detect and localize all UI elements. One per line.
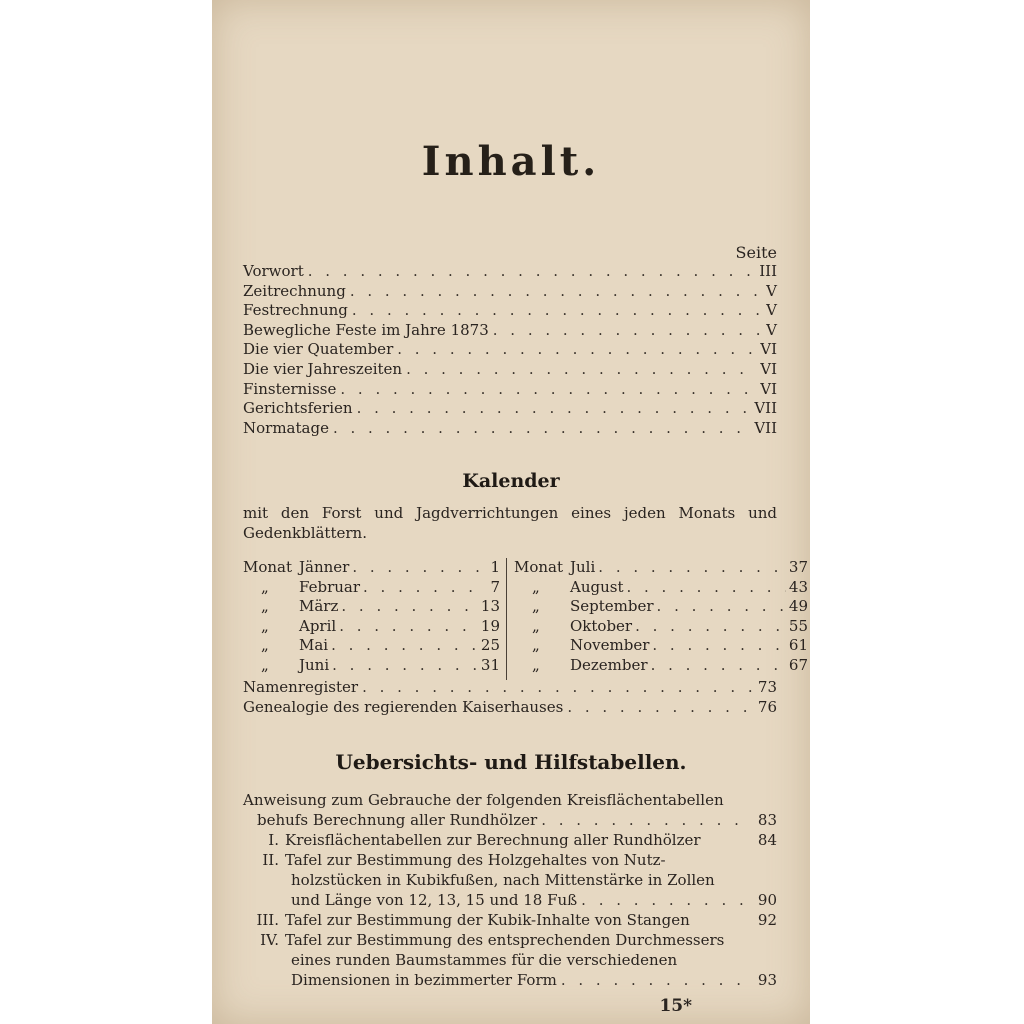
- item-number: II.: [262, 851, 279, 869]
- month-label: Oktober: [570, 616, 633, 635]
- toc-label: Normatage: [243, 418, 329, 437]
- item-number: IV.: [260, 931, 279, 949]
- seite-column-header: Seite: [735, 243, 777, 262]
- month-row: [243, 597, 500, 617]
- leader-dots: [352, 301, 762, 319]
- leader-dots: [406, 360, 756, 378]
- item-text: holzstücken in Kubikfußen, nach Mittenstärke in Zollen: [291, 871, 715, 889]
- months-left-column: [243, 558, 500, 676]
- month-prefix: „: [532, 616, 540, 635]
- month-row: [243, 656, 500, 676]
- register-list: [243, 678, 777, 717]
- toc-row: [243, 698, 777, 718]
- intro-page: 83: [757, 811, 777, 829]
- intro-line: [243, 790, 777, 810]
- kalender-heading: Kalender: [462, 470, 560, 492]
- month-prefix: „: [532, 577, 540, 596]
- leader-dots: [493, 321, 762, 339]
- month-label: April: [299, 616, 337, 635]
- genealogie-label: Genealogie des regierenden Kaiserhauses: [243, 697, 564, 716]
- uebersicht-heading: Uebersichts- und Hilfstabellen.: [335, 750, 687, 774]
- toc-row: [243, 301, 777, 321]
- month-label: Dezember: [570, 655, 648, 674]
- month-row: [243, 636, 500, 656]
- toc-page: V: [766, 281, 777, 300]
- month-label: Februar: [299, 577, 361, 596]
- month-prefix: Monat: [514, 558, 564, 576]
- namenregister-page: 73: [757, 678, 777, 696]
- month-row: [243, 617, 500, 637]
- month-prefix: „: [532, 655, 540, 674]
- month-row: [243, 558, 500, 578]
- month-prefix: „: [261, 577, 269, 596]
- leader-dots: [332, 656, 478, 674]
- toc-page: VII: [754, 399, 777, 418]
- toc-row: [243, 321, 777, 341]
- leader-dots: [541, 810, 745, 830]
- toc-row: [243, 262, 777, 282]
- table-item-continued: [243, 870, 777, 890]
- item-text: eines runden Baumstammes für die verschiedenen: [291, 951, 678, 969]
- table-item: [243, 930, 777, 950]
- month-page: 61: [788, 636, 808, 655]
- month-row: [243, 578, 500, 598]
- table-item-continued: [243, 970, 777, 990]
- leader-dots: [362, 678, 754, 696]
- intro-line: [243, 810, 777, 830]
- month-row: [514, 578, 808, 598]
- toc-page: V: [766, 301, 777, 320]
- leader-dots: [567, 698, 754, 716]
- month-prefix: „: [532, 636, 540, 655]
- month-prefix: „: [261, 616, 269, 635]
- leader-dots: [339, 617, 478, 635]
- toc-label: Bewegliche Feste im Jahre 1873: [243, 320, 489, 339]
- toc-page: V: [766, 320, 777, 339]
- month-label: November: [570, 636, 650, 655]
- leader-dots: [657, 597, 786, 615]
- table-item: [243, 850, 777, 870]
- leader-dots: [333, 419, 750, 437]
- months-right-column: [514, 558, 808, 676]
- item-text: und Länge von 12, 13, 15 und 18 Fuß: [291, 891, 578, 909]
- toc-row: [243, 678, 777, 698]
- leader-dots: [352, 558, 487, 576]
- leader-dots: [308, 262, 755, 280]
- month-prefix: „: [261, 636, 269, 655]
- month-label: Juni: [299, 655, 330, 674]
- item-number: III.: [256, 911, 279, 929]
- toc-label: Zeitrechnung: [243, 281, 346, 300]
- month-page: 55: [788, 616, 808, 635]
- toc-label: Finsternisse: [243, 379, 337, 398]
- month-page: 1: [490, 558, 500, 576]
- toc-row: [243, 282, 777, 302]
- page-title: Inhalt.: [421, 138, 601, 185]
- table-item-continued: [243, 890, 777, 910]
- leader-dots: [626, 578, 785, 596]
- toc-page: VI: [760, 340, 777, 359]
- item-text: Tafel zur Bestimmung des entsprechenden Durchmessers: [285, 931, 725, 949]
- month-label: Juli: [570, 558, 596, 576]
- book-page: [212, 0, 810, 1024]
- month-label: Mai: [299, 636, 329, 655]
- kalender-subtitle: mit den Forst und Jagdverrichtungen eines jeden Monats und Gedenkblättern.: [243, 504, 777, 542]
- uebersicht-list: [243, 790, 777, 990]
- month-page: 49: [788, 597, 808, 616]
- toc-label: Die vier Quatember: [243, 340, 394, 359]
- month-page: 37: [788, 558, 808, 576]
- item-page: 90: [757, 891, 777, 909]
- month-page: 31: [480, 655, 500, 674]
- month-row: [514, 617, 808, 637]
- leader-dots: [350, 282, 762, 300]
- leader-dots: [651, 656, 786, 674]
- month-row: [514, 558, 808, 578]
- toc-row: [243, 380, 777, 400]
- leader-dots: [635, 617, 786, 635]
- toc-label: Vorwort: [243, 262, 304, 280]
- table-item: [243, 910, 777, 930]
- item-number: I.: [268, 831, 279, 849]
- toc-page: III: [759, 262, 777, 280]
- item-text: Tafel zur Bestimmung des Holzgehaltes von Nutz-: [285, 851, 666, 869]
- toc-row: [243, 419, 777, 439]
- namenregister-label: Namenregister: [243, 678, 359, 696]
- month-page: 67: [788, 655, 808, 674]
- toc-label: Gerichtsferien: [243, 399, 353, 418]
- signature-mark: 15*: [659, 996, 692, 1016]
- month-row: [514, 597, 808, 617]
- month-prefix: „: [532, 597, 540, 616]
- month-page: 13: [480, 597, 500, 616]
- item-page: 93: [757, 971, 777, 989]
- intro-text: behufs Berechnung aller Rundhölzer: [257, 811, 538, 829]
- item-text: Dimensionen in bezimmerter Form: [291, 971, 557, 989]
- month-prefix: Monat: [243, 558, 293, 576]
- month-row: [514, 636, 808, 656]
- month-label: März: [299, 597, 339, 616]
- toc-label: Die vier Jahreszeiten: [243, 359, 403, 378]
- leader-dots: [357, 399, 751, 417]
- item-text: Kreisflächentabellen zur Berechnung aller Rundhölzer: [285, 831, 701, 849]
- month-label: Jänner: [299, 558, 350, 576]
- item-page: 84: [757, 831, 777, 849]
- toc-row: [243, 399, 777, 419]
- leader-dots: [561, 970, 745, 990]
- leader-dots: [340, 380, 756, 398]
- item-text: Tafel zur Bestimmung der Kubik-Inhalte von Stangen: [285, 911, 690, 929]
- toc-label: Festrechnung: [243, 301, 348, 320]
- leader-dots: [331, 636, 478, 654]
- item-page: 92: [757, 911, 777, 929]
- month-page: 19: [480, 616, 500, 635]
- table-item: [243, 830, 777, 850]
- leader-dots: [397, 340, 756, 358]
- month-prefix: „: [261, 655, 269, 674]
- genealogie-page: 76: [757, 697, 777, 716]
- toc-page: VI: [760, 359, 777, 378]
- month-row: [514, 656, 808, 676]
- month-page: 43: [788, 577, 808, 596]
- toc-list: [243, 262, 777, 438]
- column-divider: [506, 558, 507, 680]
- month-prefix: „: [261, 597, 269, 616]
- leader-dots: [581, 890, 745, 910]
- toc-page: VII: [754, 418, 777, 437]
- table-item-continued: [243, 950, 777, 970]
- intro-text: Anweisung zum Gebrauche der folgenden Kreisflächentabellen: [243, 791, 724, 809]
- toc-row: [243, 360, 777, 380]
- leader-dots: [363, 578, 487, 596]
- leader-dots: [341, 597, 478, 615]
- leader-dots: [652, 636, 786, 654]
- toc-page: VI: [760, 379, 777, 398]
- toc-row: [243, 340, 777, 360]
- month-label: September: [570, 597, 654, 616]
- month-page: 25: [480, 636, 500, 655]
- month-label: August: [570, 577, 624, 596]
- leader-dots: [598, 558, 786, 576]
- month-page: 7: [490, 577, 500, 596]
